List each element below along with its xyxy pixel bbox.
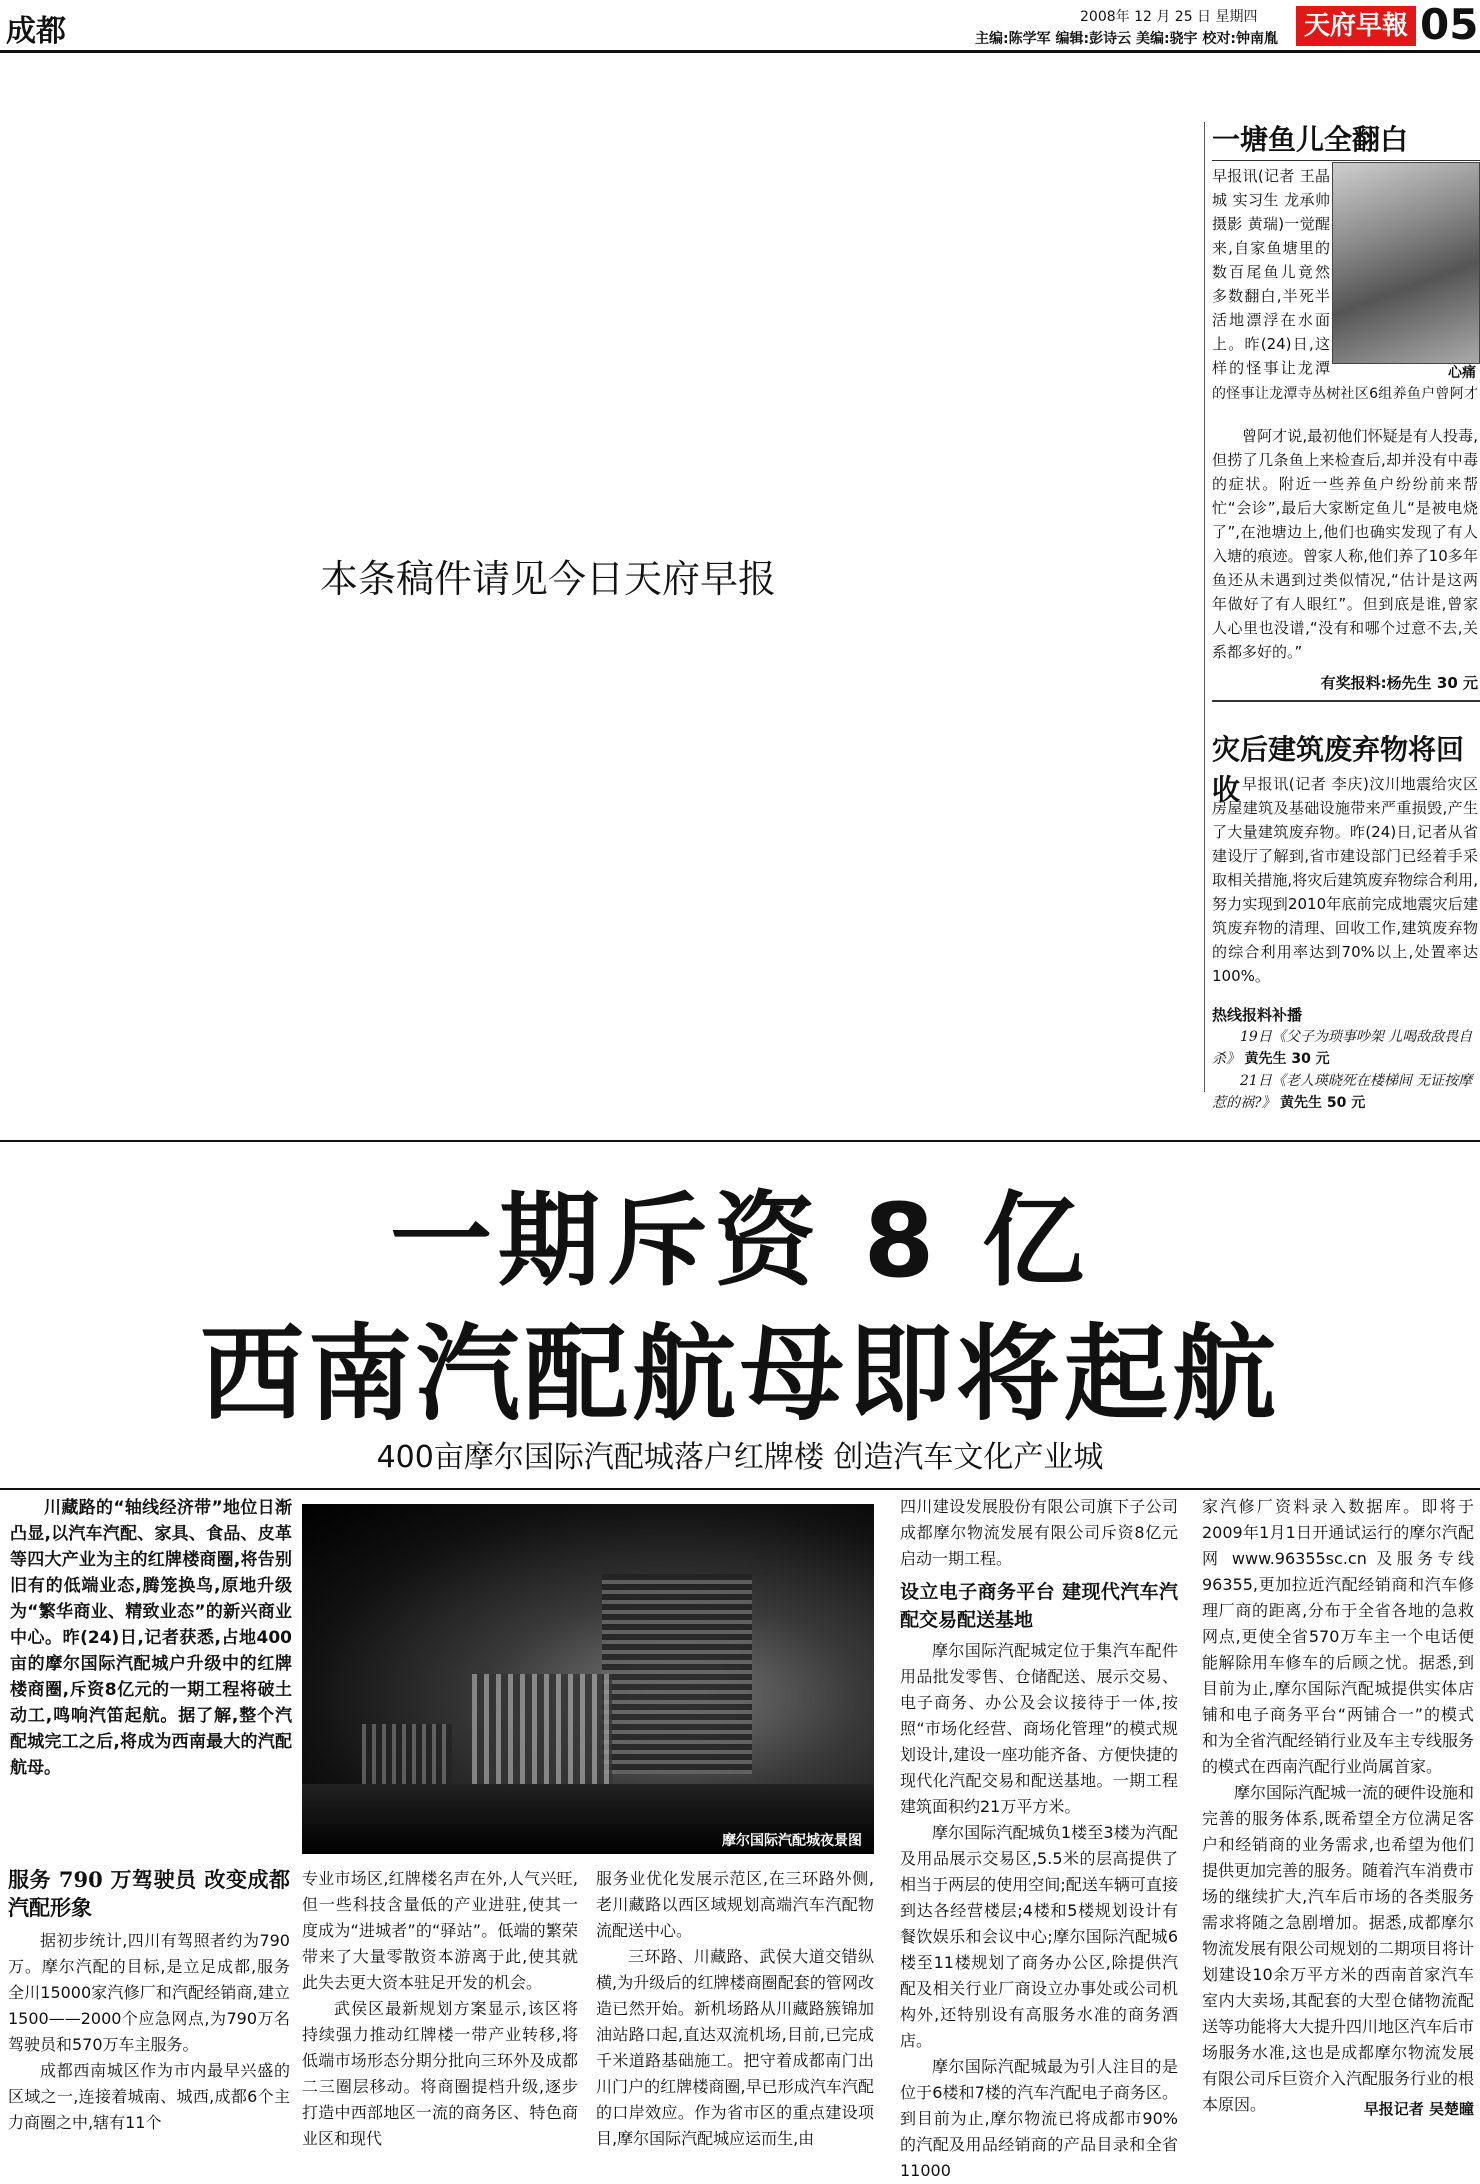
main-headline-line1: 一期斥资 8 亿 (390, 1182, 1090, 1301)
article-col-1 (8, 1866, 290, 2136)
issue-date: 2008年 12 月 25 日 星期四 (1080, 9, 1258, 25)
section-rule (0, 1140, 1480, 1142)
byline: 早报记者 吴楚曈 (1363, 2100, 1474, 2118)
hotline-item-reward: 黄先生 50 元 (1279, 1095, 1366, 1111)
hotline-item (1212, 1026, 1478, 1070)
col5-p1: 家汽修厂资料录入数据库。即将于2009年1月1日开通试运行的摩尔汽配网 www.96355sc.cn 及服务专线 96355,更加拉近汽配经销商和汽车修理厂商的距离,分布于全省各地的急救网点,更使全省570万车主一个电话便能解除用车修车的后顾之忧。据悉,到目前为止,摩尔国际汽配城提供实体店铺和电子商务平台“两铺合一”的模式和为全省汽配经销行业及车主专线服务的模式在西南汽配行业尚属首家。 (1202, 1497, 1475, 1776)
col2-p1: 专业市场区,红牌楼名声在外,人气兴旺,但一些科技含量低的产业进驻,使其一度成为“进城者”的“驿站”。低端的繁荣带来了大量零散资本游离于此,使其就此失去更大资本驻足开发的机会。 (302, 1869, 578, 1992)
hotline-item-text: 21日《老人瑛晓死在楼梯间 无证按摩惹的祸?》 (1212, 1073, 1473, 1111)
article-col-4 (900, 1494, 1178, 2184)
col5-p2: 摩尔国际汽配城一流的硬件设施和完善的服务体系,既希望全方位满足客户和经销商的业务需求,也希望为他们提供更加完善的服务。随着汽车消费市场的继续扩大,汽车后市场的各类服务需求将随之急剧增加。据悉,成都摩尔物流发展有限公司规划的二期项目将计划建设10余万平方米的西南首家汽车室内大卖场,其配套的大型仓储物流配送等功能将大大提升四川地区汽车后市场服务水准,这也是成都摩尔物流发展有限公司斥巨资介入汽配服务行业的根本原因。 (1202, 1783, 1475, 2114)
tower-illustration (602, 1574, 752, 1774)
col3-p1: 服务业优化发展示范区,在三环路外侧,老川藏路以西区域规划高端汽车汽配物流配送中心。 (596, 1869, 874, 1940)
hotline-list (1212, 1026, 1478, 1114)
header-rule (0, 50, 1480, 53)
col4-p3: 摩尔国际汽配城负1楼至3楼为汽配及用品展示交易区,5.5米的层高提供了相当于两层的使用空间;配送车辆可直接到达各经营楼层;4楼和5楼规划设计有餐饮娱乐和会议中心;摩尔国际汽配城6楼至11楼规划了商务办公区,除提供汽配及相关行业厂商设立办事处或公司机构外,还特别设有高服务水准的商务酒店。 (900, 1823, 1178, 2050)
col1-subtitle: 服务 790 万驾驶员 改变成都汽配形象 (8, 1867, 290, 1920)
column-divider (1204, 122, 1205, 1092)
story-fish-reward: 有奖报料:杨先生 30 元 (1320, 674, 1478, 692)
page-number: 05 (1420, 0, 1479, 49)
col3-p2: 三环路、川藏路、武侯大道交错纵横,为升级后的红牌楼商圈配套的管网改造已然开始。新机场路从川藏路簇锦加油站路口起,直达双流机场,目前,已完成千米道路基础施工。把守着成都南门出川门户的红牌楼商圈,早已形成汽车汽配的口岸效应。作为省市区的重点建设项目,摩尔国际汽配城应运而生,由 (596, 1947, 874, 2148)
col4-subtitle: 设立电子商务平台 建现代汽车汽配交易配送基地 (900, 1581, 1178, 1631)
story-fish-title: 一塘鱼儿全翻白 (1212, 123, 1409, 156)
lead-paragraph (10, 1495, 292, 1781)
col4-p1: 四川建设发展股份有限公司旗下子公司成都摩尔物流发展有限公司斥资8亿元启动一期工程。 (900, 1497, 1178, 1568)
col4-p4: 摩尔国际汽配城最为引人注目的是位于6楼和7楼的汽车汽配电子商务区。到目前为止,摩尔物流已将成都市90%的汽配及用品经销商的产品目录和全省11000 (900, 2057, 1178, 2180)
section-name: 成都 (6, 14, 66, 49)
story-fish-intro (1212, 164, 1330, 380)
hotline-item-reward: 黄先生 30 元 (1244, 1051, 1330, 1067)
story-fish (1212, 118, 1480, 158)
story-rule (1212, 160, 1480, 161)
story-waste-body: 早报讯(记者 李庆)汶川地震给灾区房屋建筑及基础设施带来严重损毁,产生了大量建筑废弃物。昨(24)日,记者从省建设厅了解到,省市建设部门已经着手采取相关措施,将灾后建筑废弃物综合利用,努力实现到2010年底前完成地震灾后建筑废弃物的清理、回收工作,建筑废弃物的综合利用率达到70%以上,处置率达100%。 (1212, 775, 1478, 985)
col1-p1: 据初步统计,四川有驾照者约为790万。摩尔汽配的目标,是立足成都,服务全川15000家汽修厂和汽配经销商,建立1500——2000个应急网点,为790万名驾驶员和570万车主服务。 (8, 1931, 290, 2054)
article-col-5 (1202, 1494, 1474, 2118)
lead-text: 川藏路的“轴线经济带”地位日渐凸显,以汽车汽配、家具、食品、皮革等四大产业为主的红牌楼商圈,将告别旧有的低端业态,腾笼换鸟,原地升级为“繁华商业、精致业态”的新兴商业中心。昨(24)日,记者获悉,占地400亩的摩尔国际汽配城户升级中的红牌楼商圈,斥资8亿元的一期工程将破土动工,鸣响汽笛起航。据了解,整个汽配城完工之后,将成为西南最大的汽配航母。 (10, 1498, 292, 1778)
staff-credits: 主编:陈学军 编辑:彭诗云 美编:骁宇 校对:钟南胤 (975, 31, 1279, 47)
placeholder-notice: 本条稿件请见今日天府早报 (320, 557, 777, 601)
building-illustration (472, 1674, 612, 1784)
hotline-title: 热线报料补播 (1212, 1006, 1303, 1024)
main-headline-line2: 西南汽配航母即将起航 (199, 1313, 1280, 1435)
masthead-logo: 天府早報 (1296, 6, 1416, 46)
col1-p2: 成都西南城区作为市内最早兴盛的区域之一,连接着城南、城西,成都6个主力商圈之中,辖有11个 (8, 2061, 290, 2132)
col4-p2: 摩尔国际汽配城定位于集汽车配件用品批发零售、仓储配送、展示交易、电子商务、办公及会议接待于一体,按照“市场化经营、商场化管理”的模式规划设计,建设一座功能齐备、方便快捷的现代化汽配交易和配送基地。一期工程建筑面积约21万平方米。 (900, 1641, 1178, 1816)
story-fish-intro-text: 早报讯(记者 王晶城 实习生 龙承帅 摄影 黄瑞)一觉醒来,自家鱼塘里的数百尾鱼儿竟然多数翻白,半死半活地漂浮在水面上。昨(24)日,这样的怪事让龙潭 (1212, 167, 1330, 377)
story-fish-body: 曾阿才说,最初他们怀疑是有人投毒,但捞了几条鱼上来检查后,却并没有中毒的症状。附近一些养鱼户纷纷前来帮忙“会诊”,最后大家断定鱼儿“是被电烧了”,在池塘边上,他们也确实发现了有人入塘的痕迹。曾家人称,他们养了10多年鱼还从未遇到过类似情况,“估计是这两年做好了有人眼红”。但到底是谁,曾家人心里也没谱,“没有和哪个过意不去,关系都多好的。” (1212, 427, 1478, 661)
hotline-item (1212, 1070, 1478, 1114)
main-subheadline: 400亩摩尔国际汽配城落户红牌楼 创造汽车文化产业城 (376, 1440, 1104, 1475)
story-fish-intro-tail: 的怪事让龙潭寺丛树社区6组养鱼户曾阿才 (1212, 386, 1478, 402)
article-col-3 (596, 1866, 874, 2152)
fisherman-photo (1332, 162, 1480, 364)
col2-p2: 武侯区最新规划方案显示,该区将持续强力推动红牌楼一带产业转移,将低端市场形态分期分批向三环外及成都二三圈层移动。将商圈提档升级,逐步打造中西部地区一流的商务区、特色商业区和现代 (302, 1999, 578, 2148)
night-photo-caption: 摩尔国际汽配城夜景图 (722, 1833, 862, 1849)
story-waste-title: 灾后建筑废弃物将回收 (1212, 733, 1465, 806)
hotline-item-text: 19日《父子为琐事吵架 儿喝敌敌畏自杀》 (1212, 1029, 1473, 1067)
building-night-photo (302, 1504, 874, 1854)
story-rule (1212, 700, 1480, 702)
article-col-2 (302, 1866, 578, 2152)
fish-photo-caption: 心痛 (1448, 365, 1476, 381)
headline-rule (0, 1488, 1480, 1490)
